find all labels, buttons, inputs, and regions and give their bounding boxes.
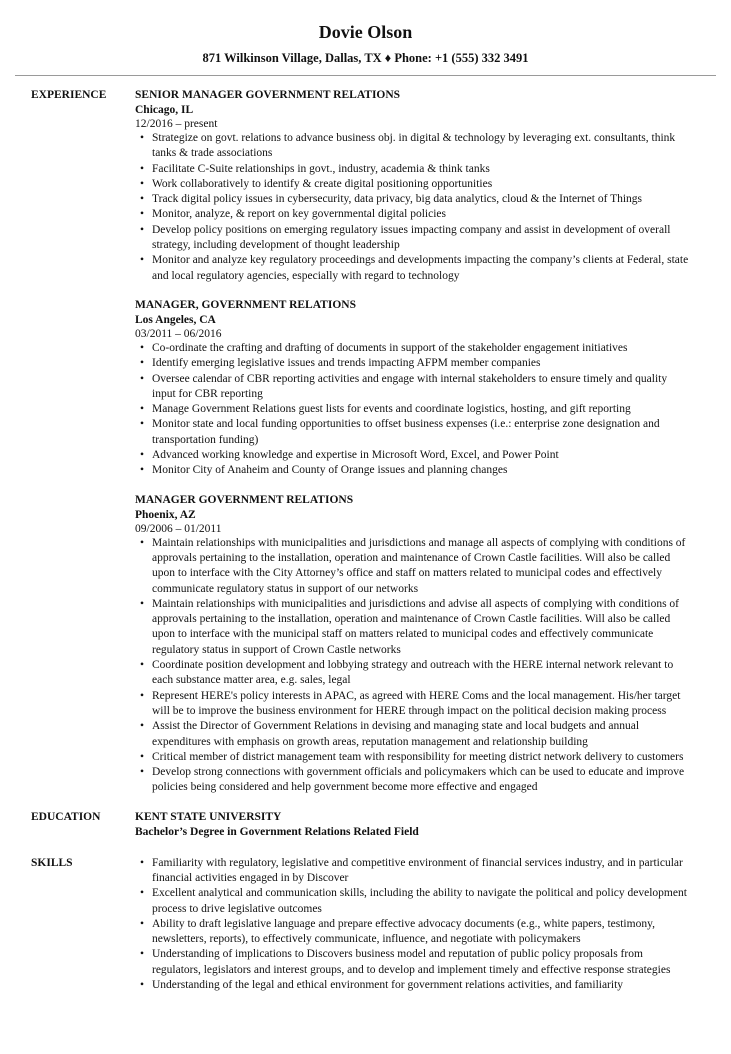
job-bullets: [135, 341, 691, 479]
bullet-item: • Strategize on govt. relations to advance business obj. in digital & technology by leveraging ext. consultants, think tanks & trade associations: [152, 131, 691, 162]
job-bullets: [135, 536, 691, 796]
job-location: Phoenix, AZ: [135, 508, 196, 521]
bullet-item: • Maintain relationships with municipalities and jurisdictions and manage all aspects of complying with conditions of approvals pertaining to the installation, operation and maintenance of Crown Castle facilities. Will also be called upon to interface with the City Attorney’s office and staff on matters related to municipal codes and effectively communicate regulatory status in support of our networks: [152, 536, 691, 597]
skill-item: • Ability to draft legislative language and prepare effective advocacy documents (e.g., white papers, testimony, newsletters, reports), to effectively communicate, influence, and negotiate with policymakers: [152, 917, 691, 948]
skills-bullets: [135, 856, 691, 994]
job-entry: [135, 88, 691, 284]
school-name: KENT STATE UNIVERSITY: [135, 810, 282, 823]
bullet-item: • Develop strong connections with government officials and policymakers which can be used to educate and improve policies being considered and help government become more effective and engaged: [152, 765, 691, 796]
skill-item: • Excellent analytical and communication skills, including the ability to navigate the political and policy development process to drive legislative outcomes: [152, 886, 691, 917]
bullet-item: • Represent HERE's policy interests in APAC, as agreed with HERE Coms and the local management. His/her target will be to improve the business environment for HERE through impact on the political decision making process: [152, 689, 691, 720]
skills-section: [0, 856, 731, 994]
bullet-item: • Maintain relationships with municipalities and jurisdictions and advise all aspects of complying with conditions of approvals pertaining to the installation, operation and maintenance of Crown Castle facilities. Will also be called upon to interface with the municipal staff on matters related to municipal codes and effectively communicate regulatory status in support of Crown Castle networks: [152, 597, 691, 658]
bullet-item: • Identify emerging legislative issues and trends impacting AFPM member companies: [152, 356, 691, 371]
bullet-item: • Co-ordinate the crafting and drafting of documents in support of the stakeholder engagement initiatives: [152, 341, 691, 356]
bullet-item: • Coordinate position development and lobbying strategy and outreach with the HERE internal network relevant to each substance matter area, e.g. sales, legal: [152, 658, 691, 689]
job-location: Los Angeles, CA: [135, 313, 216, 326]
bullet-item: • Monitor City of Anaheim and County of Orange issues and planning changes: [152, 463, 691, 478]
job-entry: [135, 493, 691, 796]
job-dates: 12/2016 – present: [135, 118, 218, 130]
experience-section: [0, 88, 731, 796]
resume-header: [0, 0, 731, 76]
job-dates: 03/2011 – 06/2016: [135, 327, 222, 340]
job-dates: 09/2006 – 01/2011: [135, 522, 222, 535]
education-label: EDUCATION: [31, 810, 101, 823]
contact-line: 871 Wilkinson Village, Dallas, TX ♦ Phone: +1 (555) 332 3491: [202, 51, 529, 65]
job-entry: [135, 298, 691, 479]
skill-item: • Understanding of the legal and ethical environment for government relations activities, and familiarity: [152, 978, 691, 993]
experience-label: EXPERIENCE: [31, 89, 107, 101]
header-divider: [15, 75, 716, 76]
job-title: MANAGER GOVERNMENT RELATIONS: [135, 493, 354, 506]
job-bullets: [135, 131, 691, 284]
job-title: MANAGER, GOVERNMENT RELATIONS: [135, 298, 356, 311]
bullet-item: • Manage Government Relations guest lists for events and coordinate logistics, hosting, and gift reporting: [152, 402, 691, 417]
bullet-item: • Work collaboratively to identify & create digital positioning opportunities: [152, 177, 691, 192]
bullet-item: • Oversee calendar of CBR reporting activities and engage with internal stakeholders to ensure timely and quality input for CBR reporting: [152, 372, 691, 403]
skill-item: • Understanding of implications to Discovers business model and reputation of public policy proposals from regulators, legislators and interest groups, and to develop and implement timely and effective response strategies: [152, 947, 691, 978]
degree-name: Bachelor’s Degree in Government Relations Related Field: [135, 825, 419, 838]
education-section: [0, 810, 731, 840]
bullet-item: • Monitor and analyze key regulatory proceedings and developments impacting the company’s clients at Federal, state and local regulatory agencies, especially with regard to technology: [152, 253, 691, 284]
bullet-item: • Facilitate C-Suite relationships in govt., industry, academia & think tanks: [152, 162, 691, 177]
job-location: Chicago, IL: [135, 104, 194, 116]
bullet-item: • Track digital policy issues in cybersecurity, data privacy, big data analytics, cloud & the Internet of Things: [152, 192, 691, 207]
skills-label: SKILLS: [31, 856, 73, 869]
skill-item: • Familiarity with regulatory, legislative and competitive environment of financial services industry, and in particular financial activities engaged in by Discover: [152, 856, 691, 887]
bullet-item: • Monitor state and local funding opportunities to offset business expenses (i.e.: enterprise zone designation and transportation funding): [152, 417, 691, 448]
bullet-item: • Monitor, analyze, & report on key governmental digital policies: [152, 207, 691, 222]
bullet-item: • Advanced working knowledge and expertise in Microsoft Word, Excel, and Power Point: [152, 448, 691, 463]
bullet-item: • Critical member of district management team with responsibility for meeting district network delivery to customers: [152, 750, 691, 765]
bullet-item: • Develop policy positions on emerging regulatory issues impacting company and assist in development of overall strategy, including development of thought leadership: [152, 223, 691, 254]
candidate-name: Dovie Olson: [318, 22, 413, 42]
bullet-item: • Assist the Director of Government Relations in devising and managing state and local budgets and annual expenditures with emphasis on growth areas, reputation management and relationship building: [152, 719, 691, 750]
job-title: SENIOR MANAGER GOVERNMENT RELATIONS: [135, 89, 401, 101]
